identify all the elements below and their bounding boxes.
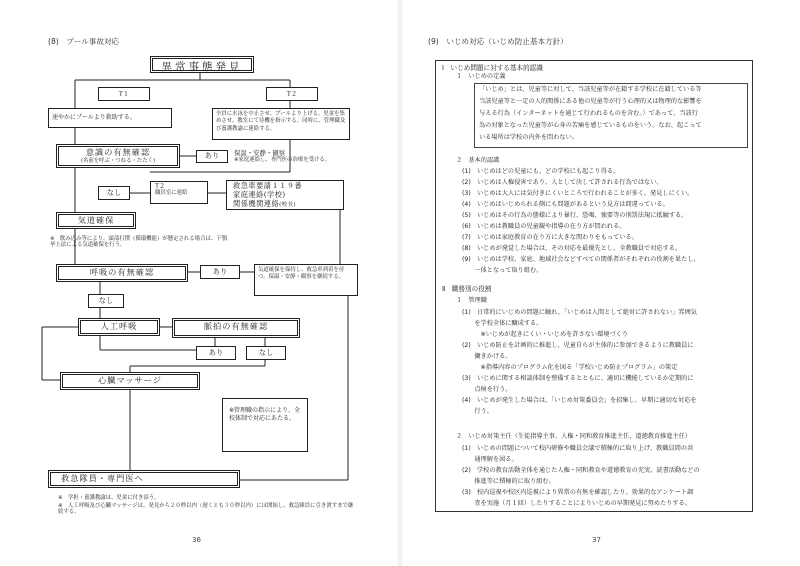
t1-label: T１ <box>118 90 130 98</box>
definition-line: 与える行為（インターネットを通じて行われるものを含む。）であって、当該行 <box>479 110 698 117</box>
rescue-breathing-box <box>78 318 160 336</box>
yes3-label: あり <box>208 348 224 357</box>
mgmt-item: を学校全体に醸成する。 <box>462 320 543 327</box>
section-heading: (9) いじめ対応（いじめ防止基本方針） <box>428 37 568 46</box>
recognition-item: (1) いじめはどの児童にも、どの学校にも起こり得る。 <box>462 168 620 175</box>
yes1-action-sub: ※家庭連絡し、専門医の治療を受ける。 <box>234 157 331 163</box>
recognition-item: (7) いじめは家庭教育の在り方に大きな関わりをもっている。 <box>462 234 638 241</box>
consciousness-check-sub: (名前を呼ぶ・つねる・たたく) <box>80 158 156 164</box>
t2-box <box>266 87 318 101</box>
emergency-call-text: 救急車要請１１９番 <box>233 181 303 190</box>
no1-box <box>98 186 130 200</box>
chief-item: (3) 校内巡視や校区内巡視により異常の有無を確認したり、効果的なアンケート調 <box>462 489 694 496</box>
no1-label: なし <box>106 188 122 197</box>
pulse-check-label: 脈拍の有無確認 <box>203 321 269 331</box>
yes1-action-text: 保温・安静・観察 <box>234 149 286 157</box>
footnote-2: ※ 人工呼吸及び心臓マッサージは、発見から２０秒以内（遅くとも３０秒以内）には開始し、救急隊員に引き渡すまで継続する。 <box>58 503 354 516</box>
yes3-box <box>196 346 236 360</box>
left-page <box>0 0 398 566</box>
page-number: 37 <box>592 536 601 544</box>
family-contact-text: 家庭連絡(学校) <box>233 190 286 199</box>
mgmt-item: (4) いじめが発生した場合は、「いじめ対策委員会」を招集し、早期に適切な対応を <box>462 397 697 404</box>
no2-label: なし <box>98 296 114 305</box>
definition-line: いる場所は学校の内外を問わない。 <box>479 134 578 141</box>
mgmt-item: 行う。 <box>462 408 493 415</box>
chief-item: (2) 学校の教育活動全体を通じた人権・同和教育や道徳教育の充実、読書活動などの <box>462 467 700 474</box>
airway-label: 気道確保 <box>77 215 115 225</box>
yes2-box <box>200 265 240 279</box>
definition-line: 為の対象となった児童等が心身の苦痛を感じているものをいう。なお、起こって <box>479 122 702 129</box>
mgmt-item: (1) 日常的にいじめの問題に触れ、「いじめは人間として絶対に許されない」雰囲気 <box>462 309 697 316</box>
part1-title: Ⅰ いじめ問題に対する基本的認識 <box>442 64 543 72</box>
chief-title: ２ いじめ対策主任（生徒指導主事、人権・同和教育推進主任、道徳教育推進主任） <box>456 433 692 440</box>
no3-label: なし <box>258 348 274 357</box>
yes1-action <box>234 149 354 163</box>
recognition-item: 一体となって取り組む。 <box>462 267 543 274</box>
t2-contact-label: T２ <box>155 182 166 190</box>
definition-line: 「いじめ」とは、児童等に対して、当該児童等が在籍する学校に在籍している等 <box>479 86 702 93</box>
definition-title: １ いじめの定義 <box>456 73 506 80</box>
airway-box <box>56 212 136 229</box>
t2-action-text: 全員に水泳を中止させ、プールより上げる。児童を集めさせ、教室にて待機を指示する。同時に、管理職及び養護教諭に連絡する。 <box>216 111 346 132</box>
agency-contact-text: 関係機関連絡 <box>233 199 280 208</box>
mgmt-item: ※指導内容のプログラム化を図る「学校いじめ防止プログラム」の策定 <box>462 364 678 371</box>
yes1-box <box>196 150 228 163</box>
abnormal-detected-box <box>150 56 254 73</box>
chief-item: 査を実施（月１回）したりすることによりいじめの早期発見に努めたりする。 <box>462 500 691 507</box>
chief-item: 通理解を図る。 <box>462 456 518 463</box>
recognition-item: (5) いじめはその行為の態様により暴行、恐喝、強要等の刑罰法規に抵触する。 <box>462 212 688 219</box>
policy-frame <box>435 60 753 512</box>
yes2-action-text: 気道確保を保持し、救急車到着を待つ。保温・安静・観察を継続する。 <box>258 267 345 281</box>
cardiac-massage-box <box>60 372 200 390</box>
t1-action-text: 速やかにプールより救助する。 <box>52 114 136 121</box>
no2-box <box>88 294 124 308</box>
emergency-contacts-box <box>226 180 344 210</box>
t2-label: T２ <box>286 90 298 98</box>
footnote-1: ※ 学担・養護教諭は、児童に付き添う。 <box>58 495 160 501</box>
no3-box <box>246 346 286 360</box>
consciousness-check-label: 意識の有無確認 <box>85 147 151 157</box>
admin-note-text: ※管理職の指示により、全校体制で対応にあたる。 <box>229 407 301 423</box>
t2-action-box <box>212 108 350 140</box>
recognition-item: (2) いじめは人権侵害であり、人として決して許される行為ではない。 <box>462 179 663 186</box>
handover-label: 救急隊員・専門医へ <box>61 473 144 483</box>
definition-box <box>474 83 748 148</box>
pulse-check-box <box>172 318 300 338</box>
part2-title: Ⅱ 職務別の役割 <box>442 285 492 293</box>
recognition-item: (6) いじめは教職員の児童観や指導の在り方が問われる。 <box>462 223 626 230</box>
rescue-breathing-label: 人工呼吸 <box>100 321 138 331</box>
chief-item: 推進等に積極的に取り組む。 <box>462 478 555 485</box>
recognition-item: (8) いじめが発覚した場合は、その対応を最優先とし、全教職員で対応する。 <box>462 245 682 252</box>
airway-note: ※ 飲み込み等により、頭部打撲（循環機能）が懸定される場合は、下顎挙上法による気道確保を行う。 <box>50 236 228 249</box>
mgmt-item: ※いじめが起きにくい・いじめを許さない環境づくり <box>462 331 629 338</box>
mgmt-item: 点検を行う。 <box>462 386 512 393</box>
recognition-title: ２ 基本的認識 <box>456 157 500 164</box>
t1-action-box <box>48 108 172 128</box>
handover-box <box>48 470 240 488</box>
admin-note-box <box>222 398 308 452</box>
definition-line: 当該児童等と一定の人的関係にある他の児童等が行う心理的又は物理的な影響を <box>479 98 702 105</box>
breathing-check-box <box>56 264 188 282</box>
mgmt-item: 働きかける。 <box>462 353 512 360</box>
t2-contact-box <box>150 181 208 204</box>
t2-contact-sub: 職員室に連絡 <box>155 190 188 196</box>
page-number: 36 <box>192 536 201 544</box>
chief-item: (1) いじめの問題について校内研修や職員会議で積極的に取り上げ、教職員間の共 <box>462 445 694 452</box>
yes2-label: あり <box>212 267 228 276</box>
cardiac-massage-label: 心臓マッサージ <box>98 375 162 385</box>
mgmt-item: (3) いじめに関する相談体制を整備するとともに、適切に機能しているか定期的に <box>462 375 694 382</box>
yes1-label: あり <box>204 151 220 160</box>
recognition-item: (4) いじめはいじめられる側にも問題があるという見方は間違っている。 <box>462 201 669 208</box>
abnormal-detected-label: 異常事態発見 <box>161 61 243 73</box>
breathing-check-label: 呼吸の有無確認 <box>89 267 155 277</box>
right-page <box>402 0 800 566</box>
mgmt-item: (2) いじめ防止を計画的に推進し、児童自らが主体的に参加できるように教職員に <box>462 342 694 349</box>
t1-box <box>98 87 150 101</box>
mgmt-title: １ 管理職 <box>456 297 487 304</box>
recognition-item: (9) いじめは学校、家庭、地域社会などすべての関係者がそれぞれの役割を果たし、 <box>462 256 700 263</box>
recognition-item: (3) いじめは大人には気付きにくいところで行われることが多く、発見しにくい。 <box>462 190 694 197</box>
agency-contact-sub: (校長) <box>279 202 297 208</box>
yes2-action-box <box>254 264 358 296</box>
consciousness-check-box <box>56 144 180 168</box>
section-heading: (8) プール事故対応 <box>48 37 120 46</box>
